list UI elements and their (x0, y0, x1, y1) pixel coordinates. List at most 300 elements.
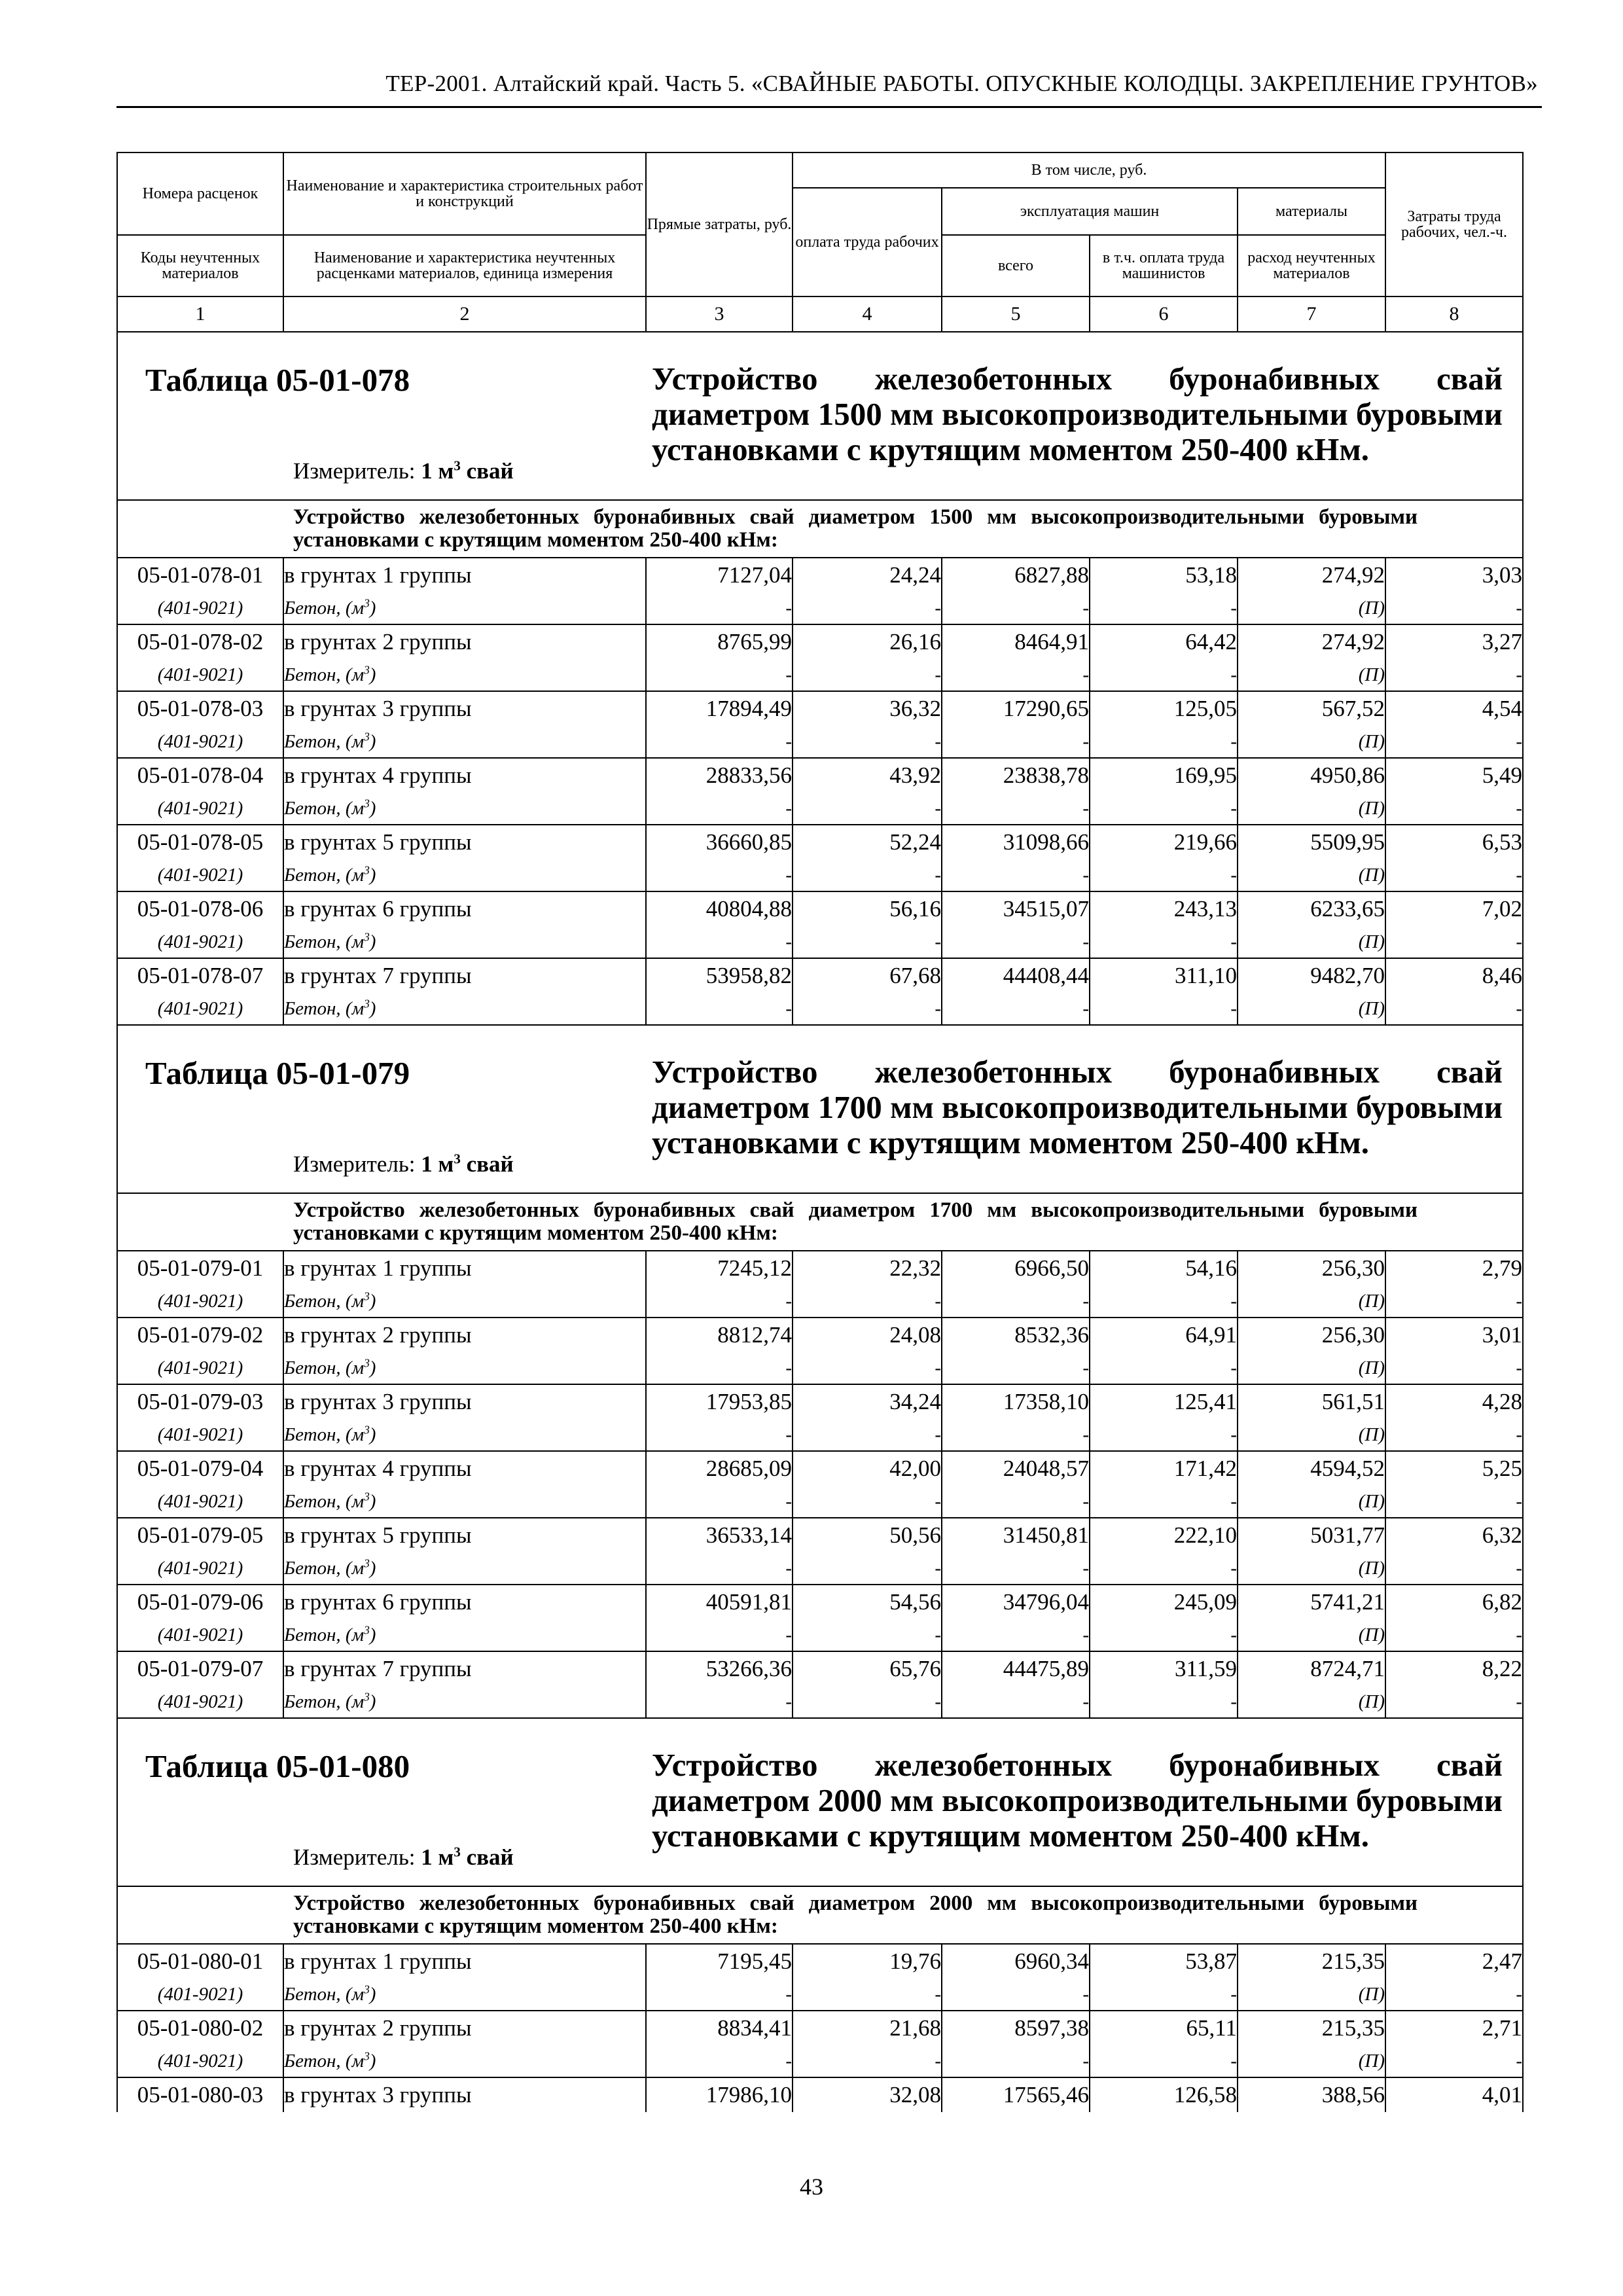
machines-dash: - (942, 859, 1090, 891)
machines-total: 17565,46 (942, 2077, 1090, 2112)
direct-dash: - (646, 1486, 793, 1518)
material-code: (401-9021) (117, 1619, 283, 1651)
material-name (283, 1979, 646, 2011)
materials-cost: 256,30 (1238, 1318, 1385, 1352)
direct-costs: 7245,12 (646, 1251, 793, 1285)
material-mark: (П) (1238, 1686, 1385, 1718)
machinist-dash: - (1090, 1486, 1238, 1518)
column-number: 1 (117, 296, 283, 332)
material-name-text: Бетон, (м (284, 1490, 365, 1512)
rate-code: 05-01-079-07 (117, 1651, 283, 1686)
machines-total: 6827,88 (942, 558, 1090, 592)
unit-of-measure (293, 458, 514, 484)
machines-total: 8597,38 (942, 2011, 1090, 2045)
machines-dash: - (942, 993, 1090, 1025)
labor-dash: - (793, 2045, 942, 2077)
worker-pay: 24,24 (793, 558, 942, 592)
material-name-tail: ) (369, 730, 376, 752)
worker-pay: 26,16 (793, 624, 942, 659)
worker-pay: 22,32 (793, 1251, 942, 1285)
worker-pay: 52,24 (793, 825, 942, 859)
direct-dash: - (646, 793, 793, 825)
labor-hours: 4,54 (1385, 691, 1523, 726)
direct-costs: 8812,74 (646, 1318, 793, 1352)
labor-hours: 7,02 (1385, 891, 1523, 926)
table-section-header (117, 332, 1523, 500)
materials-cost: 388,56 (1238, 2077, 1385, 2112)
machinist-pay: 222,10 (1090, 1518, 1238, 1552)
header-material-codes: Коды неучтенных материалов (117, 235, 283, 296)
materials-cost: 5509,95 (1238, 825, 1385, 859)
machinist-pay: 64,42 (1090, 624, 1238, 659)
machinist-dash: - (1090, 1285, 1238, 1318)
machines-dash: - (942, 1619, 1090, 1651)
header-machines-total: всего (942, 235, 1090, 296)
worker-pay: 65,76 (793, 1651, 942, 1686)
machinist-pay: 125,41 (1090, 1384, 1238, 1419)
materials-cost: 274,92 (1238, 624, 1385, 659)
unit-tail: свай (466, 458, 514, 484)
material-name (283, 659, 646, 691)
material-unit-superscript: 3 (364, 929, 370, 943)
machinist-dash: - (1090, 2045, 1238, 2077)
material-name-tail: ) (369, 664, 376, 685)
machines-dash: - (942, 926, 1090, 958)
materials-cost: 4594,52 (1238, 1451, 1385, 1486)
material-name (283, 926, 646, 958)
worker-pay: 21,68 (793, 2011, 942, 2045)
unit-superscript: 3 (454, 1151, 461, 1167)
material-name-tail: ) (369, 1983, 376, 2005)
material-name (283, 1419, 646, 1451)
hours-dash: - (1385, 1486, 1523, 1518)
unit-of-measure (293, 1151, 514, 1177)
machinist-dash: - (1090, 1979, 1238, 2011)
machinist-dash: - (1090, 1419, 1238, 1451)
material-name-text: Бетон, (м (284, 730, 365, 752)
direct-dash: - (646, 1552, 793, 1585)
hours-dash: - (1385, 1419, 1523, 1451)
material-name-tail: ) (369, 797, 376, 819)
header-including: В том числе, руб. (793, 152, 1385, 188)
rate-code: 05-01-080-01 (117, 1944, 283, 1979)
hours-dash: - (1385, 1619, 1523, 1651)
material-unit-superscript: 3 (364, 996, 370, 1010)
material-code: (401-9021) (117, 726, 283, 758)
machinist-pay: 243,13 (1090, 891, 1238, 926)
labor-hours: 3,27 (1385, 624, 1523, 659)
material-name-tail: ) (369, 1691, 376, 1712)
machines-dash: - (942, 1686, 1090, 1718)
labor-dash: - (793, 926, 942, 958)
column-number: 8 (1385, 296, 1523, 332)
machinist-pay: 311,59 (1090, 1651, 1238, 1686)
machinist-pay: 169,95 (1090, 758, 1238, 793)
direct-dash: - (646, 1285, 793, 1318)
direct-costs: 28833,56 (646, 758, 793, 793)
material-name (283, 2045, 646, 2077)
header-rates-number: Номера расценок (117, 152, 283, 235)
worker-pay: 36,32 (793, 691, 942, 726)
rate-code: 05-01-078-01 (117, 558, 283, 592)
direct-dash: - (646, 726, 793, 758)
material-name-tail: ) (369, 597, 376, 619)
machinist-dash: - (1090, 1619, 1238, 1651)
material-code: (401-9021) (117, 1285, 283, 1318)
worker-pay: 42,00 (793, 1451, 942, 1486)
material-name-text: Бетон, (м (284, 797, 365, 819)
direct-dash: - (646, 993, 793, 1025)
material-mark: (П) (1238, 1285, 1385, 1318)
rate-name: в грунтах 7 группы (283, 1651, 646, 1686)
material-mark: (П) (1238, 1419, 1385, 1451)
header-machines: эксплуатация машин (942, 188, 1238, 235)
rate-name: в грунтах 6 группы (283, 891, 646, 926)
rate-name: в грунтах 2 группы (283, 2011, 646, 2045)
material-name-text: Бетон, (м (284, 1624, 365, 1645)
machines-total: 23838,78 (942, 758, 1090, 793)
material-mark: (П) (1238, 926, 1385, 958)
material-unit-superscript: 3 (364, 1422, 370, 1436)
table-subtitle: Устройство железобетонных буронабивных свай диаметром 1700 мм высокопроизводительными буровыми установками с крутящим моментом 250-400 кНм: (293, 1198, 1418, 1245)
material-unit-superscript: 3 (364, 1489, 370, 1503)
machinist-pay: 171,42 (1090, 1451, 1238, 1486)
hours-dash: - (1385, 993, 1523, 1025)
rate-name: в грунтах 4 группы (283, 1451, 646, 1486)
unit-label: Измеритель: (293, 458, 416, 484)
material-unit-superscript: 3 (364, 1982, 370, 1996)
hours-dash: - (1385, 859, 1523, 891)
direct-costs: 36660,85 (646, 825, 793, 859)
material-unit-superscript: 3 (364, 1289, 370, 1302)
material-unit-superscript: 3 (364, 1623, 370, 1636)
rate-name: в грунтах 4 группы (283, 758, 646, 793)
material-mark: (П) (1238, 659, 1385, 691)
labor-dash: - (793, 1285, 942, 1318)
table-title: Устройство железобетонных буронабивных свай диаметром 1500 мм высокопроизводительными буровыми установками с крутящим моментом 250-400 кНм. (652, 361, 1503, 467)
materials-cost: 8724,71 (1238, 1651, 1385, 1686)
material-name-text: Бетон, (м (284, 2050, 365, 2072)
material-code: (401-9021) (117, 1979, 283, 2011)
machines-dash: - (942, 1285, 1090, 1318)
materials-cost: 567,52 (1238, 691, 1385, 726)
header-materials: материалы (1238, 188, 1385, 235)
worker-pay: 50,56 (793, 1518, 942, 1552)
material-name-text: Бетон, (м (284, 1290, 365, 1312)
machinist-pay: 65,11 (1090, 2011, 1238, 2045)
materials-cost: 561,51 (1238, 1384, 1385, 1419)
materials-cost: 274,92 (1238, 558, 1385, 592)
rate-code: 05-01-078-02 (117, 624, 283, 659)
direct-costs: 8834,41 (646, 2011, 793, 2045)
machinist-pay: 54,16 (1090, 1251, 1238, 1285)
machinist-dash: - (1090, 859, 1238, 891)
labor-dash: - (793, 993, 942, 1025)
machines-dash: - (942, 659, 1090, 691)
direct-costs: 17986,10 (646, 2077, 793, 2112)
price-table (116, 152, 1524, 2112)
materials-cost: 6233,65 (1238, 891, 1385, 926)
materials-cost: 5031,77 (1238, 1518, 1385, 1552)
material-code: (401-9021) (117, 993, 283, 1025)
table-title: Устройство железобетонных буронабивных свай диаметром 2000 мм высокопроизводительными буровыми установками с крутящим моментом 250-400 кНм. (652, 1747, 1503, 1854)
labor-hours: 5,49 (1385, 758, 1523, 793)
rate-name: в грунтах 1 группы (283, 1251, 646, 1285)
column-number: 5 (942, 296, 1090, 332)
header-material-usage: расход неучтенных материалов (1238, 235, 1385, 296)
material-code: (401-9021) (117, 793, 283, 825)
labor-hours: 8,46 (1385, 958, 1523, 993)
material-name (283, 1686, 646, 1718)
materials-cost: 9482,70 (1238, 958, 1385, 993)
material-name (283, 859, 646, 891)
materials-cost: 215,35 (1238, 2011, 1385, 2045)
material-name (283, 1486, 646, 1518)
table-subtitle-cell (117, 1193, 1523, 1251)
material-name-tail: ) (369, 1290, 376, 1312)
machines-total: 44408,44 (942, 958, 1090, 993)
table-subtitle-cell (117, 500, 1523, 558)
material-name-text: Бетон, (м (284, 597, 365, 619)
machines-total: 17290,65 (942, 691, 1090, 726)
machinist-pay: 125,05 (1090, 691, 1238, 726)
header-worker-pay: оплата труда рабочих (793, 188, 942, 296)
material-code: (401-9021) (117, 859, 283, 891)
machines-total: 6966,50 (942, 1251, 1090, 1285)
material-mark: (П) (1238, 1552, 1385, 1585)
unit-label: Измеритель: (293, 1844, 416, 1870)
column-number: 6 (1090, 296, 1238, 332)
worker-pay: 24,08 (793, 1318, 942, 1352)
material-code: (401-9021) (117, 2045, 283, 2077)
material-unit-superscript: 3 (364, 1689, 370, 1703)
labor-dash: - (793, 659, 942, 691)
material-mark: (П) (1238, 1619, 1385, 1651)
material-code: (401-9021) (117, 592, 283, 624)
material-mark: (П) (1238, 726, 1385, 758)
unit-value: 1 м (421, 458, 454, 484)
machinist-pay: 311,10 (1090, 958, 1238, 993)
rate-code: 05-01-078-06 (117, 891, 283, 926)
direct-costs: 17894,49 (646, 691, 793, 726)
unit-tail: свай (466, 1844, 514, 1870)
unit-value: 1 м (421, 1844, 454, 1870)
direct-dash: - (646, 1619, 793, 1651)
hours-dash: - (1385, 926, 1523, 958)
machines-total: 44475,89 (942, 1651, 1090, 1686)
machines-total: 17358,10 (942, 1384, 1090, 1419)
material-code: (401-9021) (117, 1486, 283, 1518)
labor-dash: - (793, 1686, 942, 1718)
machinist-dash: - (1090, 993, 1238, 1025)
machines-dash: - (942, 2045, 1090, 2077)
material-name-text: Бетон, (м (284, 664, 365, 685)
machines-total: 34515,07 (942, 891, 1090, 926)
rate-code: 05-01-079-05 (117, 1518, 283, 1552)
header-machinist-pay: в т.ч. оплата труда машинистов (1090, 235, 1238, 296)
material-name-tail: ) (369, 1424, 376, 1445)
material-name-text: Бетон, (м (284, 1557, 365, 1579)
rate-code: 05-01-079-04 (117, 1451, 283, 1486)
worker-pay: 56,16 (793, 891, 942, 926)
material-code: (401-9021) (117, 1686, 283, 1718)
labor-hours: 4,28 (1385, 1384, 1523, 1419)
material-name-tail: ) (369, 2050, 376, 2072)
material-name-tail: ) (369, 931, 376, 952)
labor-dash: - (793, 793, 942, 825)
machines-dash: - (942, 592, 1090, 624)
material-name (283, 793, 646, 825)
direct-dash: - (646, 1352, 793, 1384)
header-work-name: Наименование и характеристика строительных работ и конструкций (283, 152, 646, 235)
direct-costs: 36533,14 (646, 1518, 793, 1552)
rate-code: 05-01-078-04 (117, 758, 283, 793)
rate-name: в грунтах 1 группы (283, 558, 646, 592)
labor-hours: 2,71 (1385, 2011, 1523, 2045)
machinist-dash: - (1090, 1552, 1238, 1585)
machinist-dash: - (1090, 1352, 1238, 1384)
rate-name: в грунтах 7 группы (283, 958, 646, 993)
rate-name: в грунтах 3 группы (283, 691, 646, 726)
machinist-pay: 245,09 (1090, 1585, 1238, 1619)
direct-dash: - (646, 2045, 793, 2077)
direct-costs: 53266,36 (646, 1651, 793, 1686)
direct-dash: - (646, 1979, 793, 2011)
table-id: Таблица 05-01-078 (145, 362, 410, 398)
rate-code: 05-01-079-02 (117, 1318, 283, 1352)
worker-pay: 67,68 (793, 958, 942, 993)
labor-hours: 6,32 (1385, 1518, 1523, 1552)
material-name-tail: ) (369, 1490, 376, 1512)
material-mark: (П) (1238, 793, 1385, 825)
labor-hours: 5,25 (1385, 1451, 1523, 1486)
material-code: (401-9021) (117, 1552, 283, 1585)
direct-dash: - (646, 926, 793, 958)
material-name-text: Бетон, (м (284, 864, 365, 886)
rate-name: в грунтах 5 группы (283, 825, 646, 859)
machinist-pay: 219,66 (1090, 825, 1238, 859)
unit-value: 1 м (421, 1151, 454, 1177)
table-id: Таблица 05-01-080 (145, 1748, 410, 1784)
material-name (283, 1352, 646, 1384)
labor-dash: - (793, 592, 942, 624)
machines-total: 8464,91 (942, 624, 1090, 659)
material-unit-superscript: 3 (364, 729, 370, 743)
material-mark: (П) (1238, 993, 1385, 1025)
labor-dash: - (793, 1486, 942, 1518)
machines-dash: - (942, 1979, 1090, 2011)
material-name (283, 726, 646, 758)
table-section-header (117, 1718, 1523, 1886)
machines-total: 34796,04 (942, 1585, 1090, 1619)
header-rule (116, 106, 1542, 108)
hours-dash: - (1385, 1552, 1523, 1585)
rate-name: в грунтах 3 группы (283, 1384, 646, 1419)
material-mark: (П) (1238, 859, 1385, 891)
material-code: (401-9021) (117, 659, 283, 691)
material-name (283, 592, 646, 624)
material-unit-superscript: 3 (364, 2049, 370, 2062)
table-title: Устройство железобетонных буронабивных свай диаметром 1700 мм высокопроизводительными буровыми установками с крутящим моментом 250-400 кНм. (652, 1054, 1503, 1160)
hours-dash: - (1385, 2045, 1523, 2077)
labor-dash: - (793, 1419, 942, 1451)
column-number: 4 (793, 296, 942, 332)
materials-cost: 5741,21 (1238, 1585, 1385, 1619)
worker-pay: 32,08 (793, 2077, 942, 2112)
header-material-names: Наименование и характеристика неучтенных расценками материалов, единица измерения (283, 235, 646, 296)
running-header: ТЕР-2001. Алтайский край. Часть 5. «СВАЙНЫЕ РАБОТЫ. ОПУСКНЫЕ КОЛОДЦЫ. ЗАКРЕПЛЕНИЕ ГРУНТОВ» (385, 71, 1538, 96)
direct-costs: 40591,81 (646, 1585, 793, 1619)
material-mark: (П) (1238, 1486, 1385, 1518)
hours-dash: - (1385, 1352, 1523, 1384)
material-name (283, 1619, 646, 1651)
hours-dash: - (1385, 659, 1523, 691)
unit-superscript: 3 (454, 457, 461, 474)
machines-total: 31450,81 (942, 1518, 1090, 1552)
material-name-text: Бетон, (м (284, 1691, 365, 1712)
worker-pay: 43,92 (793, 758, 942, 793)
material-unit-superscript: 3 (364, 662, 370, 676)
machines-dash: - (942, 1486, 1090, 1518)
table-section-header (117, 1025, 1523, 1193)
column-number: 3 (646, 296, 793, 332)
material-name-text: Бетон, (м (284, 1424, 365, 1445)
material-mark: (П) (1238, 1979, 1385, 2011)
machinist-pay: 126,58 (1090, 2077, 1238, 2112)
material-code: (401-9021) (117, 926, 283, 958)
direct-dash: - (646, 859, 793, 891)
rate-name: в грунтах 5 группы (283, 1518, 646, 1552)
material-name-tail: ) (369, 864, 376, 886)
hours-dash: - (1385, 592, 1523, 624)
header-labor-hours: Затраты труда рабочих, чел.-ч. (1385, 152, 1523, 296)
unit-of-measure (293, 1844, 514, 1871)
direct-costs: 7127,04 (646, 558, 793, 592)
labor-hours: 6,53 (1385, 825, 1523, 859)
labor-hours: 6,82 (1385, 1585, 1523, 1619)
worker-pay: 34,24 (793, 1384, 942, 1419)
column-number: 2 (283, 296, 646, 332)
machines-dash: - (942, 726, 1090, 758)
table-id: Таблица 05-01-079 (145, 1055, 410, 1091)
direct-dash: - (646, 592, 793, 624)
labor-dash: - (793, 1352, 942, 1384)
material-name (283, 1552, 646, 1585)
hours-dash: - (1385, 1979, 1523, 2011)
material-name-tail: ) (369, 1357, 376, 1378)
material-name-tail: ) (369, 1624, 376, 1645)
material-code: (401-9021) (117, 1352, 283, 1384)
direct-costs: 40804,88 (646, 891, 793, 926)
hours-dash: - (1385, 726, 1523, 758)
machinist-dash: - (1090, 726, 1238, 758)
worker-pay: 19,76 (793, 1944, 942, 1979)
material-name-text: Бетон, (м (284, 1983, 365, 2005)
direct-dash: - (646, 1686, 793, 1718)
hours-dash: - (1385, 1686, 1523, 1718)
machinist-dash: - (1090, 592, 1238, 624)
direct-costs: 17953,85 (646, 1384, 793, 1419)
direct-dash: - (646, 1419, 793, 1451)
rate-code: 05-01-079-03 (117, 1384, 283, 1419)
machinist-dash: - (1090, 926, 1238, 958)
machinist-dash: - (1090, 659, 1238, 691)
materials-cost: 4950,86 (1238, 758, 1385, 793)
material-mark: (П) (1238, 2045, 1385, 2077)
header-direct-costs: Прямые затраты, руб. (646, 152, 793, 296)
rate-name: в грунтах 2 группы (283, 624, 646, 659)
material-name (283, 993, 646, 1025)
